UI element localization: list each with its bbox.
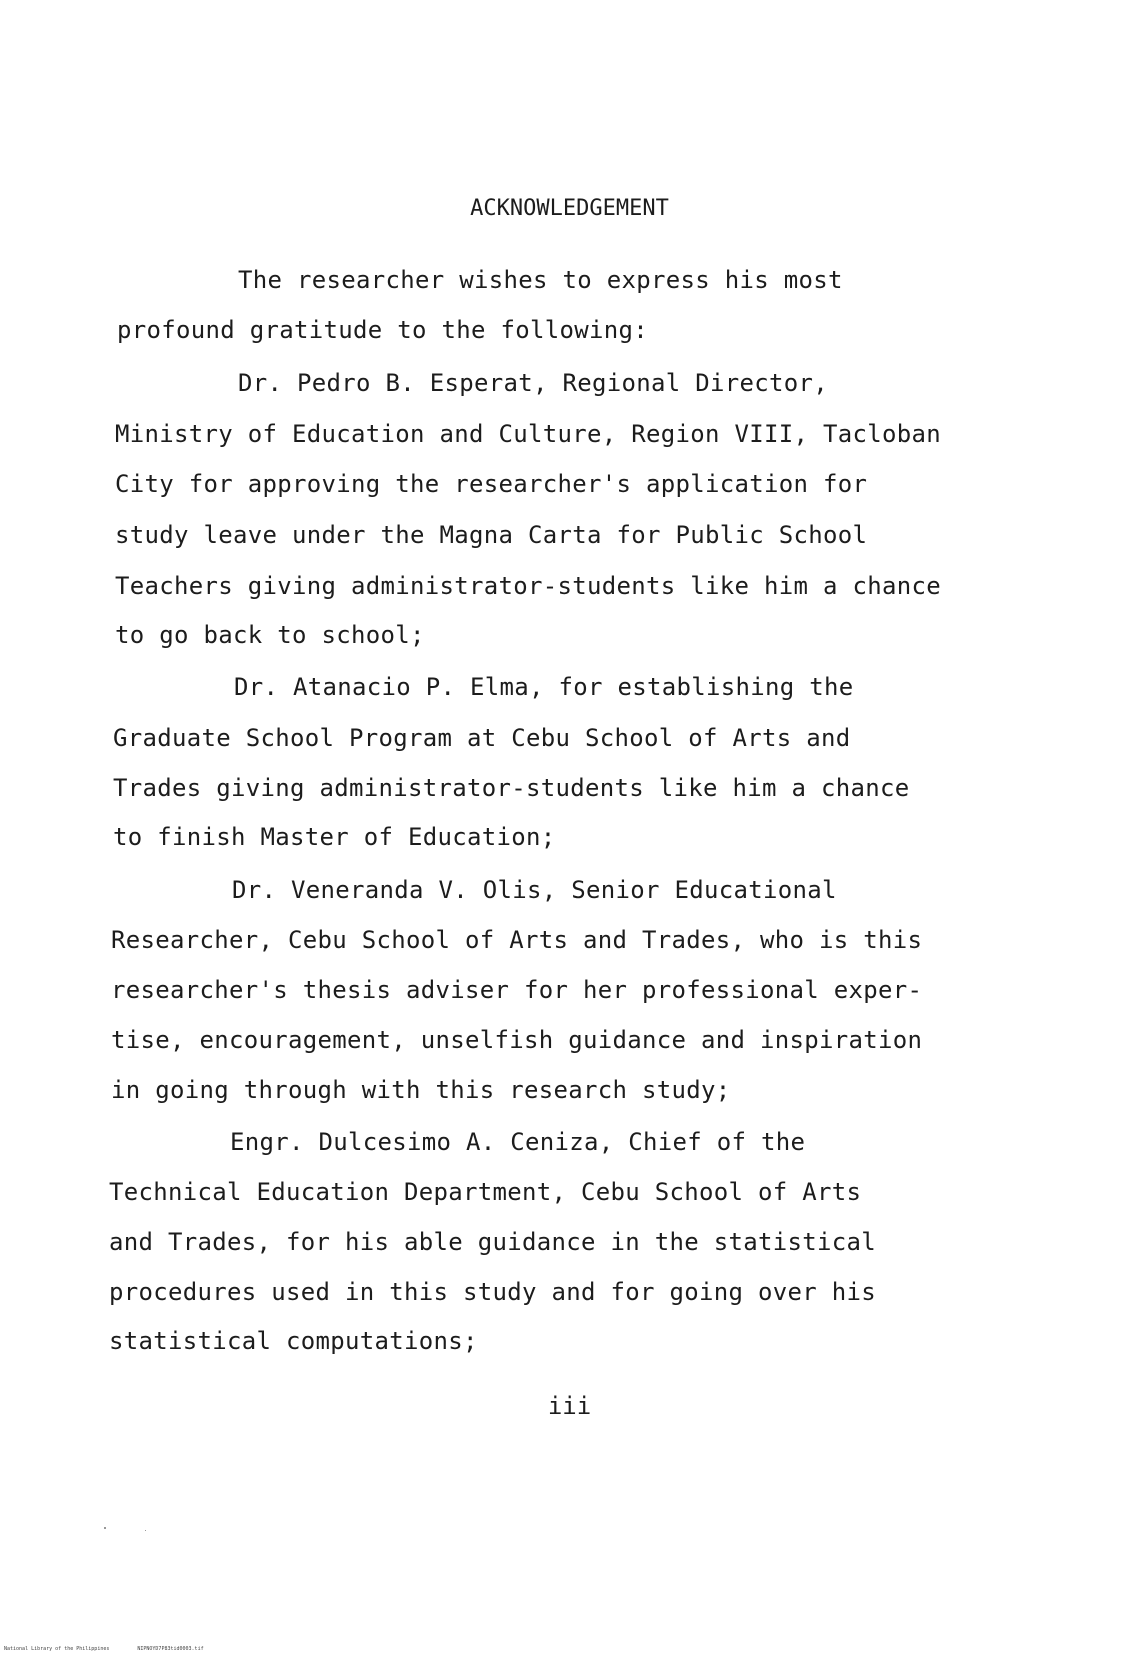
page-number: iii (547, 1392, 592, 1420)
text-line: tise, encouragement, unselfish guidance and inspiration (111, 1026, 923, 1054)
text-line: procedures used in this study and for going over his (109, 1278, 876, 1306)
page-title: ACKNOWLEDGEMENT (470, 196, 669, 221)
text-line: statistical computations; (109, 1327, 478, 1355)
text-line: Technical Education Department, Cebu School of Arts (109, 1178, 862, 1206)
footer-source: National Library of the Philippines (4, 1646, 110, 1652)
text-line: Trades giving administrator-students like him a chance (113, 774, 910, 802)
text-line: Ministry of Education and Culture, Region VIII, Tacloban (115, 420, 941, 448)
text-line: Dr. Atanacio P. Elma, for establishing the (234, 673, 854, 701)
scan-speck (104, 1527, 106, 1529)
text-line: researcher's thesis adviser for her professional exper- (111, 976, 923, 1004)
text-line: study leave under the Magna Carta for Public School (115, 521, 868, 549)
text-line: to go back to school; (115, 621, 425, 649)
text-line: Dr. Veneranda V. Olis, Senior Educational (232, 876, 837, 904)
text-line: The researcher wishes to express his most (238, 266, 843, 294)
text-line: Teachers giving administrator-students like him a chance (115, 572, 941, 600)
text-line: and Trades, for his able guidance in the statistical (109, 1228, 876, 1256)
text-line: profound gratitude to the following: (117, 316, 648, 344)
footer-filename: NIPNOYD7P83tid0003.tif (137, 1646, 204, 1652)
text-line: Dr. Pedro B. Esperat, Regional Director, (238, 369, 828, 397)
text-line: Researcher, Cebu School of Arts and Trades, who is this (111, 926, 923, 954)
text-line: Graduate School Program at Cebu School of Arts and (113, 724, 851, 752)
text-line: Engr. Dulcesimo A. Ceniza, Chief of the (230, 1128, 806, 1156)
text-line: City for approving the researcher's application for (115, 470, 868, 498)
text-line: in going through with this research study; (111, 1076, 731, 1104)
scan-footer (4, 1646, 232, 1652)
text-line: to finish Master of Education; (113, 823, 556, 851)
scan-speck (145, 1530, 146, 1531)
